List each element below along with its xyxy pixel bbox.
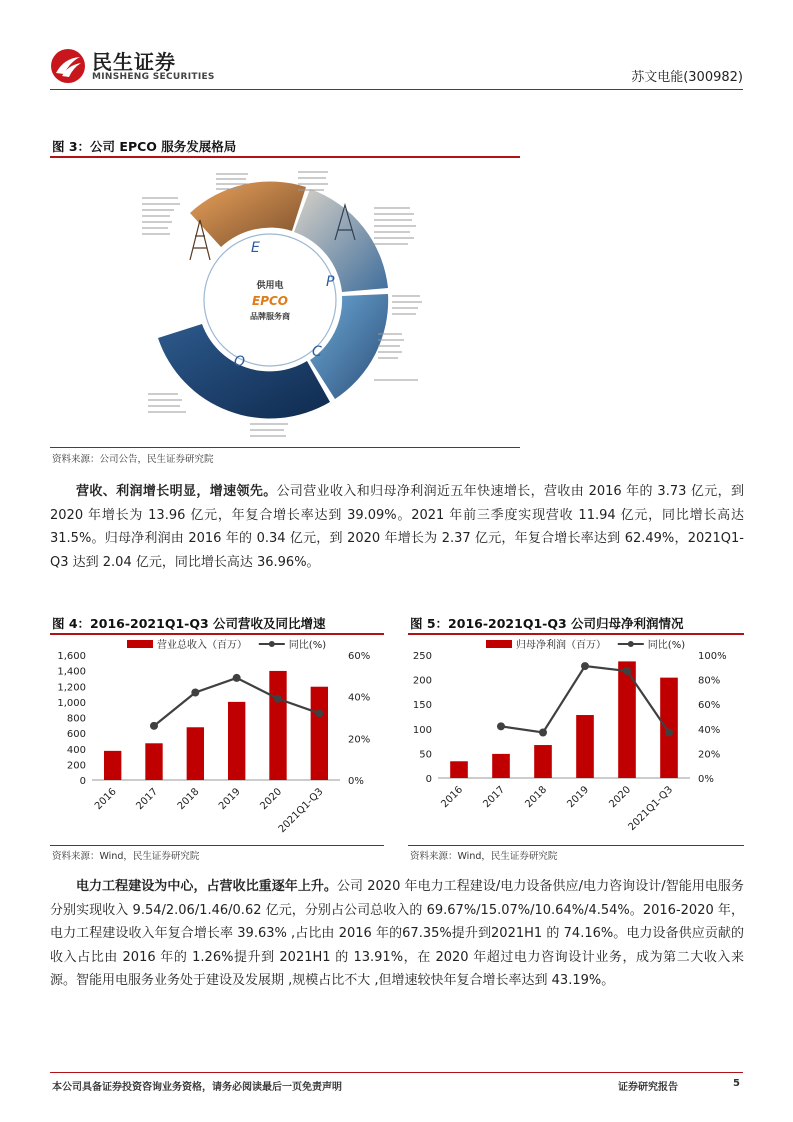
yoy-point-2019 <box>581 662 589 670</box>
minsheng-logo-icon <box>50 48 86 84</box>
figure5-title: 图 5：2016-2021Q1-Q3 公司归母净利润情况 <box>410 616 684 631</box>
figure4-source-rule <box>50 845 384 846</box>
figure5-source-rule <box>408 845 744 846</box>
x-tick-label: 2020 <box>258 786 285 813</box>
y2-tick-label: 20% <box>698 749 721 761</box>
legend-bar-swatch <box>127 640 153 648</box>
y2-tick-label: 20% <box>348 734 371 746</box>
x-tick-label: 2021Q1-Q3 <box>276 786 326 836</box>
y-tick-label: 800 <box>66 713 86 725</box>
paragraph-2-lead: 电力工程建设为中心，占营收比重逐年上升。 <box>76 879 337 894</box>
bar-2018 <box>534 745 552 778</box>
bar-2019 <box>228 702 245 780</box>
y2-tick-label: 40% <box>698 724 721 736</box>
y-tick-label: 0 <box>425 774 432 785</box>
bar-2016 <box>450 761 468 778</box>
bar-2016 <box>104 751 121 780</box>
bar-2021Q1-Q3 <box>660 678 678 778</box>
legend-line-marker <box>628 641 634 647</box>
paragraph-2 <box>50 875 744 993</box>
legend-line-marker <box>269 641 275 647</box>
yoy-point-2020 <box>623 667 631 675</box>
figure5-source: 资料来源：Wind，民生证券研究院 <box>410 851 558 862</box>
y-tick-label: 400 <box>66 744 86 756</box>
yoy-point-2019 <box>233 674 241 682</box>
x-tick-label: 2017 <box>134 786 161 813</box>
figure3-title: 图 3：公司 EPCO 服务发展格局 <box>52 139 237 154</box>
yoy-point-2021Q1-Q3 <box>665 728 673 736</box>
legend-bar-swatch <box>486 640 512 648</box>
footer-report-type: 证券研究报告 <box>618 1082 678 1093</box>
net-profit-chart <box>408 636 744 842</box>
x-tick-label: 2016 <box>93 786 119 813</box>
paragraph-1 <box>50 480 744 574</box>
y2-tick-label: 0% <box>348 776 364 787</box>
legend-line-label: 同比(%) <box>288 640 327 651</box>
figure5-title-rule <box>408 633 744 635</box>
y2-tick-label: 100% <box>698 651 727 662</box>
paragraph-1-lead: 营收、利润增长明显，增速领先。 <box>76 484 277 499</box>
paragraph-1-body: 公司营业收入和归母净利润近五年快速增长，营收由 2016 年的 3.73 亿元，到 2020 年增长为 13.96 亿元，年复合增长率达到 39.09%。2021 年前三季度实现营收 11.94 亿元，同比增长高达 31.5%。归母净利润由 2016 年的 0.34 亿元，到 2020 年增长为 2.37 亿元，年复合增长率达到 62.49%，2021Q1-Q3 达到 2.04 亿元，同比增长高达 36.96%。 <box>50 484 744 570</box>
figure3-title-rule <box>50 156 520 158</box>
figure4-source: 资料来源：Wind，民生证券研究院 <box>52 851 200 862</box>
x-tick-label: 2020 <box>607 784 634 811</box>
letter-c: C <box>312 344 322 360</box>
y-tick-label: 200 <box>412 675 432 687</box>
bar-2019 <box>576 715 594 778</box>
x-tick-label: 2019 <box>565 784 592 811</box>
y-tick-label: 1,600 <box>57 651 86 662</box>
figure3-source-rule <box>50 447 520 448</box>
y2-tick-label: 40% <box>348 692 371 704</box>
figure4-title: 图 4：2016-2021Q1-Q3 公司营收及同比增速 <box>52 616 326 631</box>
y-tick-label: 0 <box>79 776 86 787</box>
bar-2017 <box>492 754 510 778</box>
yoy-point-2018 <box>539 728 547 736</box>
x-tick-label: 2018 <box>523 784 550 811</box>
bar-2021Q1-Q3 <box>311 687 328 780</box>
page-number: 5 <box>733 1078 740 1089</box>
letter-p: P <box>326 274 335 290</box>
y-tick-label: 200 <box>66 760 86 772</box>
x-tick-label: 2019 <box>217 786 243 813</box>
footer-disclaimer: 本公司具备证券投资咨询业务资格，请务必阅读最后一页免责声明 <box>52 1082 342 1093</box>
center-line2: EPCO <box>252 294 288 308</box>
y2-tick-label: 60% <box>698 700 721 712</box>
legend-bar-label: 归母净利润（百万） <box>516 640 606 651</box>
y-tick-label: 600 <box>66 729 86 741</box>
y2-tick-label: 80% <box>698 675 721 687</box>
brand-name-en: MINSHENG SECURITIES <box>92 72 215 82</box>
center-line1: 供用电 <box>256 281 284 291</box>
legend-bar-label: 营业总收入（百万） <box>157 640 247 651</box>
epco-diagram <box>130 160 430 440</box>
yoy-point-2017 <box>150 722 158 730</box>
y2-tick-label: 0% <box>698 774 714 785</box>
yoy-point-2020 <box>274 695 282 703</box>
center-line3: 品牌服务商 <box>250 312 290 321</box>
paragraph-2-body: 公司 2020 年电力工程建设/电力设备供应/电力咨询设计/智能用电服务分别实现收入 9.54/2.06/1.46/0.62 亿元，分别占公司总收入的 69.67%/15.07%/10.64%/4.54%。2016-2020 年，电力工程建设收入年复合增长率 39.63% ,占比由 2016 年的67.35%提升到2021H1 的 74.16%。电力设备供应贡献的收入占比由 2016 年的 1.26%提升到 2021H1 的 13.91%，在 2020 年超过电力咨询设计业务，成为第二大收入来源。智能用电服务业务处于建设及发展期 ,规模占比不大 ,但增速较快年复合增长率达到 43.19%。 <box>50 879 744 988</box>
y-tick-label: 1,200 <box>57 682 86 694</box>
y-tick-label: 250 <box>412 651 432 662</box>
letter-e: E <box>251 240 260 256</box>
x-tick-label: 2017 <box>481 784 508 811</box>
company-ticker: 苏文电能(300982) <box>631 70 743 85</box>
y-tick-label: 150 <box>412 700 432 712</box>
bar-2020 <box>269 671 286 780</box>
letter-o: O <box>234 354 246 370</box>
yoy-point-2017 <box>497 722 505 730</box>
header-divider <box>50 89 743 90</box>
legend-line-label: 同比(%) <box>647 640 686 651</box>
y-tick-label: 100 <box>412 724 432 736</box>
brand-name-cn: 民生证券 <box>92 50 176 74</box>
x-tick-label: 2018 <box>175 786 202 813</box>
y-tick-label: 1,400 <box>57 666 86 678</box>
bar-2017 <box>145 743 162 780</box>
y2-tick-label: 60% <box>348 651 371 662</box>
x-tick-label: 2016 <box>439 784 466 811</box>
bar-2018 <box>187 727 204 780</box>
yoy-point-2018 <box>191 689 199 697</box>
yoy-point-2021Q1-Q3 <box>315 709 323 717</box>
figure3-source: 资料来源：公司公告，民生证券研究院 <box>52 454 214 465</box>
x-tick-label: 2021Q1-Q3 <box>626 784 676 834</box>
footer-divider <box>50 1072 743 1073</box>
y-tick-label: 50 <box>419 749 432 761</box>
y-tick-label: 1,000 <box>57 697 86 709</box>
revenue-chart <box>50 636 384 842</box>
figure4-title-rule <box>50 633 384 635</box>
